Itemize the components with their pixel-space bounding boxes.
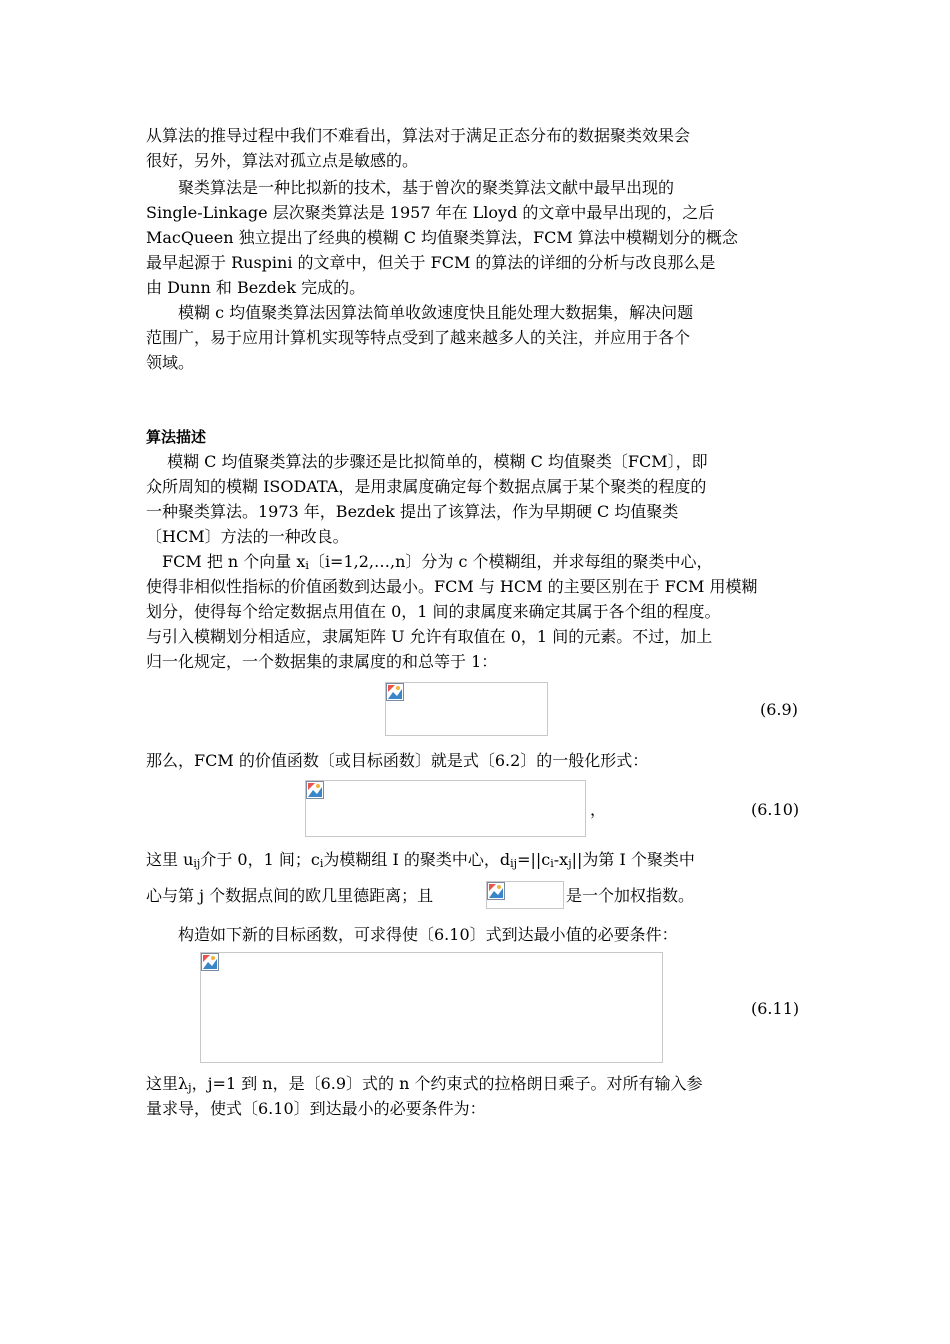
- paragraph-line: 心与第 j 个数据点间的欧几里德距离；且: [146, 886, 434, 905]
- paragraph-line: 由 Dunn 和 Bezdek 完成的。: [146, 278, 366, 297]
- equation-image: [200, 952, 663, 1063]
- equation-image: [385, 682, 548, 736]
- paragraph-line: 领域。: [146, 353, 195, 372]
- subscript: ij: [193, 857, 201, 870]
- paragraph-line: 量求导，使式〔6.10〕到达最小的必要条件为：: [146, 1099, 486, 1118]
- paragraph-line: [146, 552, 713, 576]
- text-run: ||为第 I 个聚类中: [571, 850, 695, 869]
- broken-image-icon: [201, 953, 219, 971]
- equation-comma: ，: [590, 800, 607, 819]
- broken-image-icon: [487, 882, 505, 900]
- text-run: 这里λ: [146, 1074, 189, 1093]
- paragraph-line: 归一化规定，一个数据集的隶属度的和总等于 1：: [146, 652, 498, 671]
- paragraph-line: 构造如下新的目标函数，可求得使〔6.10〕式到达最小值的必要条件：: [146, 925, 678, 944]
- paragraph-line: 聚类算法是一种比拟新的技术，基于曾次的聚类算法文献中最早出现的: [146, 178, 675, 197]
- text-run: =||c: [517, 850, 551, 869]
- paragraph-line: 很好，另外，算法对孤立点是敏感的。: [146, 151, 419, 170]
- broken-image-icon: [386, 683, 404, 701]
- text-run: ，j=1 到 n，是〔6.9〕式的 n 个约束式的拉格朗日乘子。对所有输入参: [191, 1074, 703, 1093]
- text-run: 这里 u: [146, 850, 194, 869]
- equation-number: (6.10): [751, 800, 800, 819]
- text-run: FCM 把 n 个向量 x: [146, 552, 306, 571]
- text-run: 〔i=1,2,…,n〕分为 c 个模糊组，并求每组的聚类中心，: [308, 552, 713, 571]
- paragraph-line: 最早起源于 Ruspini 的文章中，但关于 FCM 的算法的详细的分析与改良那么是: [146, 253, 716, 272]
- paragraph-line: 从算法的推导过程中我们不难看出，算法对于满足正态分布的数据聚类效果会: [146, 126, 691, 145]
- paragraph-line: 是一个加权指数。: [566, 886, 695, 905]
- text-run: 介于 0，1 间；c: [200, 850, 320, 869]
- subscript: i: [550, 857, 554, 870]
- paragraph-line: 与引入模糊划分相适应，隶属矩阵 U 允许有取值在 0，1 间的元素。不过，加上: [146, 627, 713, 646]
- paragraph-line: [146, 850, 695, 874]
- section-heading: 算法描述: [146, 428, 207, 446]
- subscript: j: [568, 857, 572, 870]
- subscript: ij: [510, 857, 518, 870]
- equation-number: (6.9): [760, 700, 798, 719]
- broken-image-icon: [306, 781, 324, 799]
- paragraph-line: 〔HCM〕方法的一种改良。: [146, 527, 349, 546]
- paragraph-line: MacQueen 独立提出了经典的模糊 C 均值聚类算法，FCM 算法中模糊划分的概念: [146, 228, 738, 247]
- paragraph-line: Single-Linkage 层次聚类算法是 1957 年在 Lloyd 的文章中最早出现的，之后: [146, 203, 715, 222]
- paragraph-line: 那么，FCM 的价值函数〔或目标函数〕就是式〔6.2〕的一般化形式：: [146, 751, 649, 770]
- paragraph-line: 范围广，易于应用计算机实现等特点受到了越来越多人的关注，并应用于各个: [146, 328, 691, 347]
- subscript: j: [188, 1081, 192, 1094]
- subscript: i: [319, 857, 324, 870]
- paragraph-line: 众所周知的模糊 ISODATA，是用隶属度确定每个数据点属于某个聚类的程度的: [146, 477, 707, 496]
- paragraph-line: 使得非相似性指标的价值函数到达最小。FCM 与 HCM 的主要区别在于 FCM 用模糊: [146, 577, 758, 596]
- text-run: -x: [553, 850, 569, 869]
- paragraph-line: 划分，使得每个给定数据点用值在 0，1 间的隶属度来确定其属于各个组的程度。: [146, 602, 721, 621]
- subscript: i: [305, 559, 309, 572]
- equation-image: [305, 780, 586, 837]
- paragraph-line: 模糊 C 均值聚类算法的步骤还是比拟简单的，模糊 C 均值聚类〔FCM〕，即: [146, 452, 708, 471]
- text-run: 为模糊组 I 的聚类中心，d: [323, 850, 511, 869]
- inline-equation-image: [486, 881, 564, 909]
- paragraph-line: 一种聚类算法。1973 年，Bezdek 提出了该算法，作为早期硬 C 均值聚类: [146, 502, 679, 521]
- paragraph-line: [146, 1074, 703, 1098]
- paragraph-line: 模糊 c 均值聚类算法因算法简单收敛速度快且能处理大数据集，解决问题: [146, 303, 694, 322]
- equation-number: (6.11): [751, 999, 800, 1018]
